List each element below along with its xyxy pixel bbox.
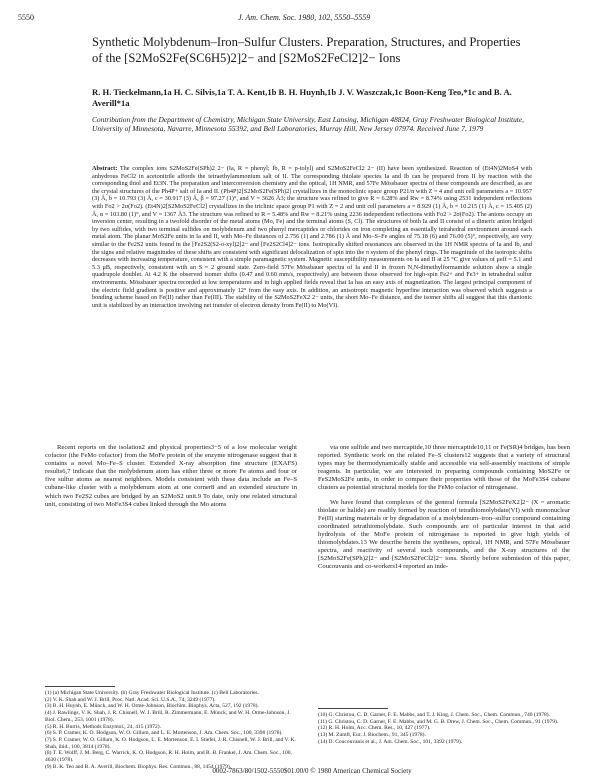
affiliation: Contribution from the Department of Chemistry, Michigan State University, East Lansing, Michigan 48824, Gray Freshwater Biological Institute, University of Minnesota, Navarre, Minnesota 55392, and Bell Laboratories, Murray Hill, New Jersey 07974. Received June 7, 1979 [92, 115, 524, 134]
footnote: (7) S. P. Cramer, W. O. Gillum, K. O. Hodgson, L. E. Mortenson, E. I. Stiefel, J. R. Chisnell, W. J. Brill, and V. K. Shah, ibid., 100, 3814 (1978). [45, 736, 296, 750]
abstract [92, 165, 532, 435]
footnote: (8) T. E. Wolff, J. M. Berg, C. Warrick, K. O. Hodgson, R. H. Holm, and R. B. Frankel, J. Am. Chem. Soc., 100, 4630 (1978). [45, 750, 292, 764]
author-list: R. H. Tieckelmann,1a H. C. Silvis,1a T. A. Kent,1b B. H. Huynh,1b J. V. Waszczak,1c Boon-Keng Teo,*1c and B. A. Averill*1a [92, 87, 512, 108]
footnote: (14) D. Coucouvanis et al., J. Am. Chem. Soc., 101, 3392 (1979). [318, 738, 463, 745]
body-column-left: Recent reports on the isolation2 and physical properties3−5 of a low molecular weight cofactor (the FeMo cofactor) from the MoFe protein of the enzyme nitrogenase suggest that it contains a novel Mo–Fe–S cluster. Extended X-ray absorption fine structure (EXAFS) results6,7 indicate that the molybdenum atom has either three or more Fe atoms and four or five sulfur atoms as nearest neighbors. Models consistent with these data include an Fe–S cubane-like cluster with a molybdenum atom at one corner8 and an extended structure in which two Fe2S2 cubes are bridged by an S2MoS2 unit.9 To date, only one related structural unit, consisting of two MoFe3S4 cubes linked through the Mo atoms [45, 444, 297, 508]
footnote: (5) R. H. Burris, Methods Enzymol., 24, 415 (1972). [45, 723, 161, 730]
abstract-label: Abstract: [92, 165, 118, 172]
footnote: (4) J. Rawlings, V. K. Shah, J. R. Chisnell, W. J. Brill, R. Zimmermann, E. Münck, and W. H. Orme-Johnson, J. Biol. Chem., 253, 1001 (1978). [45, 710, 291, 723]
body-paragraph: We have found that complexes of the general formula [S2MoS2FeX2]2− (X = aromatic thiolate or halide) are readily formed by reaction of tetrathiomolybdate(VI) with mononuclear Fe(II) starting materials or by degradation of a molybdenum–iron–sulfur compound containing coordinated tetrathiomolybdate. Such compounds are of particular interest in that acid hydrolysis of the MoFe protein of nitrogenase is reported to give high yields of thiomolybdates.13 We describe herein the syntheses, optical, 1H NMR, and 57Fe Mössbauer spectra, and reactivity of several such compounds, and the X-ray structures of the [S2MoS2Fe(SPh)2]2− and [S2MoS2FeCl2]2− ions. Shortly before submission of this paper, Coucouvanis and co-workers14 reported an inde- [318, 498, 570, 571]
footnote: (9) B. K. Teo and B. A. Averill, Biochem. Biophys. Res. Commun., 88, 1454 (1979). [45, 763, 232, 770]
footnote: (1) (a) Michigan State University. (b) Gray Freshwater Biological Institute. (c) Bell Laboratories. [45, 690, 259, 696]
footnote: (2) V. K. Shah and W. J. Brill, Proc. Natl. Acad. Sci. U.S.A., 74, 3249 (1977). [45, 696, 216, 703]
footnote: (10) G. Christou, C. D. Garner, F. E. Mabbs, and T. J. King, J. Chem. Soc., Chem. Commun., 740 (1978). [318, 712, 550, 718]
journal-citation: J. Am. Chem. Soc. 1980, 102, 5550–5559 [238, 13, 371, 22]
footnote: (3) B. H. Huynh, E. Münck, and W. H. Orme-Johnson, Biochim. Biophys. Acta, 527, 192 (1978). [45, 703, 259, 710]
abstract-text: The complex ions S2MoS2Fe(SPh)2 2− (Ia, R = phenyl; Ib, R = p-tolyl) and S2MoS2FeCl2 2− (II) have been synthesized. Reaction of (Et4N)2MoS4 with anhydrous FeCl2 in acetonitrile affords the tetraethylammonium salt of II. The corresponding thiolate species Ia and Ib can be prepared from II by reaction with the corresponding thiol and Et3N. The preparation and interconversion chemistry and the optical, 1H NMR, and 57Fe Mössbauer spectra of these compounds are described, as are the crystal structures of the Ph4P+ salt of Ia and II. (Ph4P)2[S2MoS2Fe(SPh)2] crystallizes in the monoclinic space group P21/n with Z = 4 and unit cell parameters a = 10.957 (3) Å, b = 10.793 (3) Å, c = 30.917 (3) Å, β = 97.27 (1)°, and V = 3626 Å3; the structure was refined to give R = 6.28% and Rw = 8.74% using 2531 independent reflections with Fo2 > 2σ(Fo2). (Et4N)2[S2MoS2FeCl2] crystallizes in the triclinic space group P1 with Z = 2 and unit cell parameters a = 8.929 (1) Å, b = 10.215 (1) Å, c = 15.405 (2) Å, α = 103.80 (1)°, and V = 1367 Å3. The structure was refined to R = 5.48% and Rw = 8.21% using 2236 independent reflections with Fo2 > 2σ(Fo2). The anions occupy an inversion center, resulting in a twofold disorder of the metal atoms (Mo, Fe) and the terminal atoms (S, Cl). The structures of both Ia and II consist of a dimeric anion bridged by two sulfides, with two terminal sulfides on molybdenum and two phenyl mercaptides or chlorides on iron completing an essentially tetrahedral environment around each metal atom. The planar MoS2Fe units in Ia and II, with Mo–Fe distances of 2.756 (1) and 2.786 (1) Å and Mo–S–Fe angles of 75.18 (6) and 76.00 (5)°, respectively, are very similar to the Fe2S2 units found in the [Fe2S2(S2-o-xyl)2]2− and [Fe2S2Cl4]2− ions. Isotropically shifted resonances are observed in the 1H NMR spectra of Ia and Ib, and the signs and relative magnitudes of these shifts are consistent with significant delocalization of spin into the π system of the phenyl rings. The magnitude of the isotropic shifts decreases with increasing temperature, consistent with a simple paramagnetic system. Magnetic susceptibility measurements on Ia and II at 25 °C give values of μeff = 5.1 and 5.3 μB, respectively, consistent with an S = 2 ground state. Zero-field 57Fe Mössbauer spectra of Ia and II in frozen N,N-dimethylformamide solution show a single quadrupole doublet. At 4.2 K the observed isomer shifts (0.47 and 0.60 mm/s, respectively) are between those observed for high-spin Fe2+ and Fe3+ in tetrahedral sulfur environments. Mössbauer spectra recorded at low temperatures and in high applied fields reveal that Ia has an easy axis of magnetization. The largest principal component of the electric field gradient is positive and approximately 12° from the easy axis. In addition, an anisotropic magnetic hyperfine interaction was observed which suggests a bonding scheme based on Fe(II) rather than Fe(III). The stability of the S2MoS2FeX2 2− units, the short Mo–Fe distance, and the isomer shifts all suggest that this dianionic unit is stabilized by an interaction involving net transfer of electron density from Fe(II) to Mo(VI). [92, 165, 532, 309]
body-paragraph: via one sulfide and two mercaptide,10 three mercaptide10,11 or Fe(SR)4 bridges, has been reported. Synthetic work on the related Fe–S clusters12 suggests that a variety of structural types may be thermodynamically stable and accessible via self-assembly reactions of simple reagents. In particular, we are interested in preparing compounds containing MoS2Fe or FeS2MoS2Fe units, in order to compare their properties with those of the MoFe3S4 cubane clusters as potential structural models for the FeMo cofactor of nitrogenase. [318, 444, 570, 492]
footnote: (11) G. Christou, C. D. Garner, F. E. Mabbs, and M. G. B. Drew, J. Chem. Soc., Chem. Commun., 91 (1979). [318, 718, 559, 725]
page-number: 5550 [18, 13, 34, 22]
footnotes-right [318, 712, 570, 762]
footnote-divider [45, 686, 115, 687]
body-column-right [318, 444, 570, 682]
footnote: (13) M. Zumft, Eur. J. Biochem., 91, 345 (1978). [318, 732, 426, 739]
footnote: (6) S. P. Cramer, K. O. Hodgson, W. O. Gillum, and L. E. Mortenson, J. Am. Chem. Soc., 100, 3398 (1978). [45, 730, 283, 737]
footnotes-left [45, 690, 297, 770]
copyright-footer: 0002-7863/80/1502-5550$01.00/0 © 1980 American Chemical Society [212, 767, 412, 775]
footnote: (12) R. H. Holm, Acc. Chem. Res., 10, 427 (1977). [318, 725, 431, 732]
running-header [18, 13, 582, 27]
footnote-divider [318, 708, 388, 709]
article-title: Synthetic Molybdenum–Iron–Sulfur Clusters. Preparation, Structures, and Properties of the [S2MoS2Fe(SC6H5)2]2− and [S2MoS2FeCl2]2− Ions [92, 35, 521, 65]
